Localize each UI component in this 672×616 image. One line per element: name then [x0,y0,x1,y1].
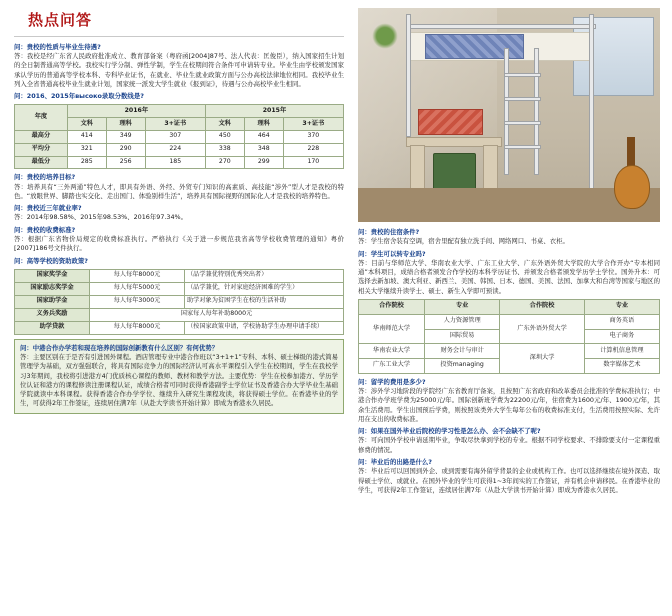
fee-cell-2-2: 185 [145,156,205,169]
ladder-rail-a [504,48,509,175]
fee-cell-0-1: 349 [106,130,145,143]
question-transfer: 问：学生可以转专业吗? [358,249,426,258]
partner-cell-1-1: 国际贸易 [424,329,499,344]
answer-career: 答：毕业后可以回国到外企、或到需要有海外留学背景的企业或机构工作。也可以选择继续在境外深造、取得硕士学位、或就业。在国外毕业的学生可获得1~3年间实的工作签证，并有机会申请移民。在香港毕业的学生，可获得2年工作签证，连续居住满7年（从赴大学读书开始计算）即成为香港永久居民。 [358,467,660,494]
fee-group-2015: 2015年 [205,105,343,118]
fee-sub-0: 文科 [67,118,106,131]
table-row [359,314,660,329]
admission-score-table [14,104,344,169]
ladder-step-4 [504,145,542,149]
partner-school-table [358,299,660,374]
fee-cell-2-0: 285 [67,156,106,169]
partner-header-0: 合作院校 [359,299,425,314]
partner-cell-2-1: 财务会计与审计 [424,344,499,359]
aid-name-1: 国家励志奖学金 [15,282,90,295]
qa-block-overseas-credit [358,427,660,455]
qa-block-scores [14,92,344,101]
partner-cell-0-3: 商务英语 [584,314,659,329]
partner-header-3: 专业 [584,299,659,314]
question-aid: 问：高等学校的资助政策? [14,256,89,265]
ladder-step-3 [504,121,542,125]
highlight-box-joint-program [14,339,344,414]
fee-cell-2-4: 299 [244,156,283,169]
table-row [15,282,344,295]
table-row [15,321,344,334]
qa-block-tuition [14,226,344,254]
fee-cell-0-0: 414 [67,130,106,143]
scholarship-table [14,269,344,335]
bed-post-right [589,14,594,209]
aid-note-4: （按国家政策申请，学校协助学生办理申请手续） [185,321,344,334]
qa-block-employment [14,204,344,223]
ladder-step-2 [504,97,542,101]
partner-cell-2-3: 计算机信息管理 [584,344,659,359]
partner-cell-0-2: 广东外语外贸大学 [500,314,584,344]
bunk-bed [406,12,593,213]
aid-amount-2: 每人每年3000元 [90,295,185,308]
fee-cell-1-5: 228 [283,143,343,156]
fee-header-year: 年度 [15,105,68,131]
table-row [15,156,344,169]
plant-icon [370,21,400,51]
partner-header-1: 专业 [424,299,499,314]
qa-block-career [358,458,660,495]
answer-joint-program: 答：主要区别在于是否有引进国外课程。酒店管理专业中港合作班以“3+1+1”专科、本科、硕士梯级的港式简易管理学为基础，双方强强联合，将具有国际竞争力的国际经济认可高水平课程引入学生在校期间，学生在我校学习3年期间，我校将引进港方4门优质核心课程的教师、教材和教学方法。主要优势：学生在校参加港方、学历学位认证和港方的课程修读注册课程认证，成绩合格者可同时获得香港副学士学位证书及香港合办大学毕业生基础学院就读中本科课程。获得香港合作办学学位、继续升入研究生课程攻读，将获得硕士学位。在香港毕业的学生，可获得2年工作签证，连续居住满7年（从赴大学读书开始计算）即成为香港永久居民。 [20,353,338,408]
left-column [14,10,344,418]
bed-post-left [406,14,411,137]
question-tuition: 问：贵校的收费标准? [14,225,76,234]
fee-row-label-1: 平均分 [15,143,68,156]
partner-cell-3-0: 广东工业大学 [359,359,425,374]
question-goal: 问：贵校的培养目标? [14,173,76,182]
aid-amount-4: 每人每年8000元 [90,321,185,334]
aid-name-3: 义务兵奖励 [15,308,90,321]
question-cost: 问：留学的费用是多少? [358,377,426,386]
table-row [15,308,344,321]
table-row [15,143,344,156]
partner-header-2: 合作院校 [500,299,584,314]
dormitory-photo [358,8,660,222]
lower-quilt [418,109,484,135]
table-row [15,269,344,282]
partner-cell-3-1: 投资managing [424,359,499,374]
question-joint-program: 问：中港合作办学若和现在培养的国际创新教有什么区别？有何优势？ [20,343,219,352]
bed-rail-top [406,24,595,29]
fee-cell-1-0: 321 [67,143,106,156]
fee-cell-0-3: 450 [205,130,244,143]
qa-block-cost [358,378,660,424]
fee-cell-0-4: 464 [244,130,283,143]
table-row [15,130,344,143]
fee-cell-1-2: 224 [145,143,205,156]
partner-cell-2-0: 华南农业大学 [359,344,425,359]
qa-block-aid [14,257,344,266]
fee-cell-2-3: 270 [205,156,244,169]
fee-cell-2-5: 170 [283,156,343,169]
right-column [358,8,660,498]
qa-block-transfer [358,250,660,296]
answer-overseas-credit: 答：可向国外学校申请延期毕业，争取尽快拿到学校的专业。根据不同学校要求、不排除要支付一定课程重修费的情况。 [358,436,660,454]
answer-dorm: 答：学生宿舍装有空调，宿舍里配有独立洗手间、网络网口、书桌、衣柜。 [358,237,569,246]
question-overseas-credit: 问：如果在国外毕业后院校的学习性是怎么办、会不会缺不了呢? [358,427,541,436]
fee-sub-3: 文科 [205,118,244,131]
title-divider [14,36,344,37]
aid-amount-0: 每人每年8000元 [90,269,185,282]
question-scores: 问：2016、2015年высоко录取分数线是? [14,92,144,101]
upper-quilt [425,34,524,58]
fee-cell-1-4: 348 [244,143,283,156]
fee-sub-4: 理科 [244,118,283,131]
aid-name-0: 国家奖学金 [15,269,90,282]
fee-group-2016: 2016年 [67,105,205,118]
aid-note-2: 助学对象为贫困学生在校的生活补助 [185,295,344,308]
table-header-row [359,299,660,314]
qa-block-goal [14,173,344,201]
ladder-rail-b [534,48,539,175]
partner-cell-2-2: 深圳大学 [500,344,584,374]
question-career: 问：毕业后的出路是什么? [358,458,433,467]
aid-amount-1: 每人每年5000元 [90,282,185,295]
aid-note-1: （品学兼优，针对家庭经济困难的学生） [185,282,344,295]
table-row [15,295,344,308]
right-text-block [358,228,660,495]
guitar-icon [614,137,648,209]
fee-cell-1-1: 290 [106,143,145,156]
answer-transfer: 答：目前与华师范大学、华南农业大学、广东工业大学、广东外语外贸大学院的大学合作开办“专本相同通”本科项目，成绩合格者颁发合作学校的本科学历证书、并颁发合格者颁发学历学士学位。国外升本：可选择去新加坡、澳大利亚、新西兰、美国、韩国、日本、德国、美国、法国、加拿大和台湾等国家与地区的相关大学继续升读学士、硕士、新生入学即可预读。 [358,258,660,295]
partner-cell-0-1: 人力资源管理 [424,314,499,329]
partner-cell-1-3: 电子商务 [584,329,659,344]
answer-nature: 答：我校是经广东省人民政府批准成立、教育部备案（粤府函[2004]87号、法人代表：匡俊臣），纳入国家招生计划的全日制普通高等学校。我校实行学分制、弹性学制，学生在校期间符合条件可申请转专业。毕业生由学校颁发国家承认学历的普通高等学校本科、专科毕业证书，在就业、毕业生就业政策方面与公办高校法律地位相同。我校毕业生列入全省普通高校毕业生就业计划，国家统一派发大学生就业《报到证》，待遇与公办高校毕业生相同。 [14,52,344,88]
answer-cost: 答：涉外学习地阶段的学院经广东省教育厅备案，且按照广东省政府和改革委员会批准的学费标准执行；中港合作办学班学费为25000元/年。国际创新班学费为22200元/年，住宿费为1600元/年、1900元/年，其余生活费用。学生出国预后学费，则按照该类外大学生每年公布的收费标准支付，生活费用按照实际、允许用在支出的收费标准。 [358,387,660,423]
ladder-step-1 [504,73,542,77]
question-nature: 问：贵校的性质与毕业生待遇? [14,42,101,51]
question-employment: 问：贵校近三年就业率? [14,204,82,213]
aid-name-4: 助学贷款 [15,321,90,334]
page-title: 热点问答 [28,11,93,29]
fee-cell-1-3: 338 [205,143,244,156]
fee-sub-1: 理科 [106,118,145,131]
fee-cell-0-5: 370 [283,130,343,143]
fee-row-label-2: 最低分 [15,156,68,169]
table-row [359,344,660,359]
aid-amount-3: 国家每人每年补助8000元 [90,308,344,321]
qa-block-dorm [358,228,660,247]
partner-cell-3-3: 数字媒体艺术 [584,359,659,374]
aid-note-0: （品学兼优特别优秀突出者） [185,269,344,282]
fee-cell-2-1: 256 [106,156,145,169]
question-dorm: 问：贵校的住宿条件? [358,228,420,236]
aid-name-2: 国家助学金 [15,295,90,308]
partner-cell-0-0: 华南师范大学 [359,314,425,344]
qa-block-nature [14,43,344,89]
answer-goal: 答：培养具有“三外两通”特色人才，即具有外语、外经、外贸专门知识的高素质、高技能“涉外”型人才是我校的特色。“放眼世界、脚踏也实交化、走出国门、体验别样生活”，培养具有国际视野的国际化人才是我校的培养特色。 [14,182,344,200]
fee-sub-2: 3+证书 [145,118,205,131]
answer-tuition: 答：根据广东省物价局规定的收费标准执行。严格执行《关于进一步规范我省高等学校收费管理的通知》粤价[2007]186号文件执行。 [14,234,344,253]
guitar-body [614,165,650,209]
answer-employment: 答：2014年98.58%、2015年98.53%、2016年97.34%。 [14,213,188,222]
fee-sub-5: 3+证书 [283,118,343,131]
fee-row-label-0: 最高分 [15,130,68,143]
fee-cell-0-2: 307 [145,130,205,143]
